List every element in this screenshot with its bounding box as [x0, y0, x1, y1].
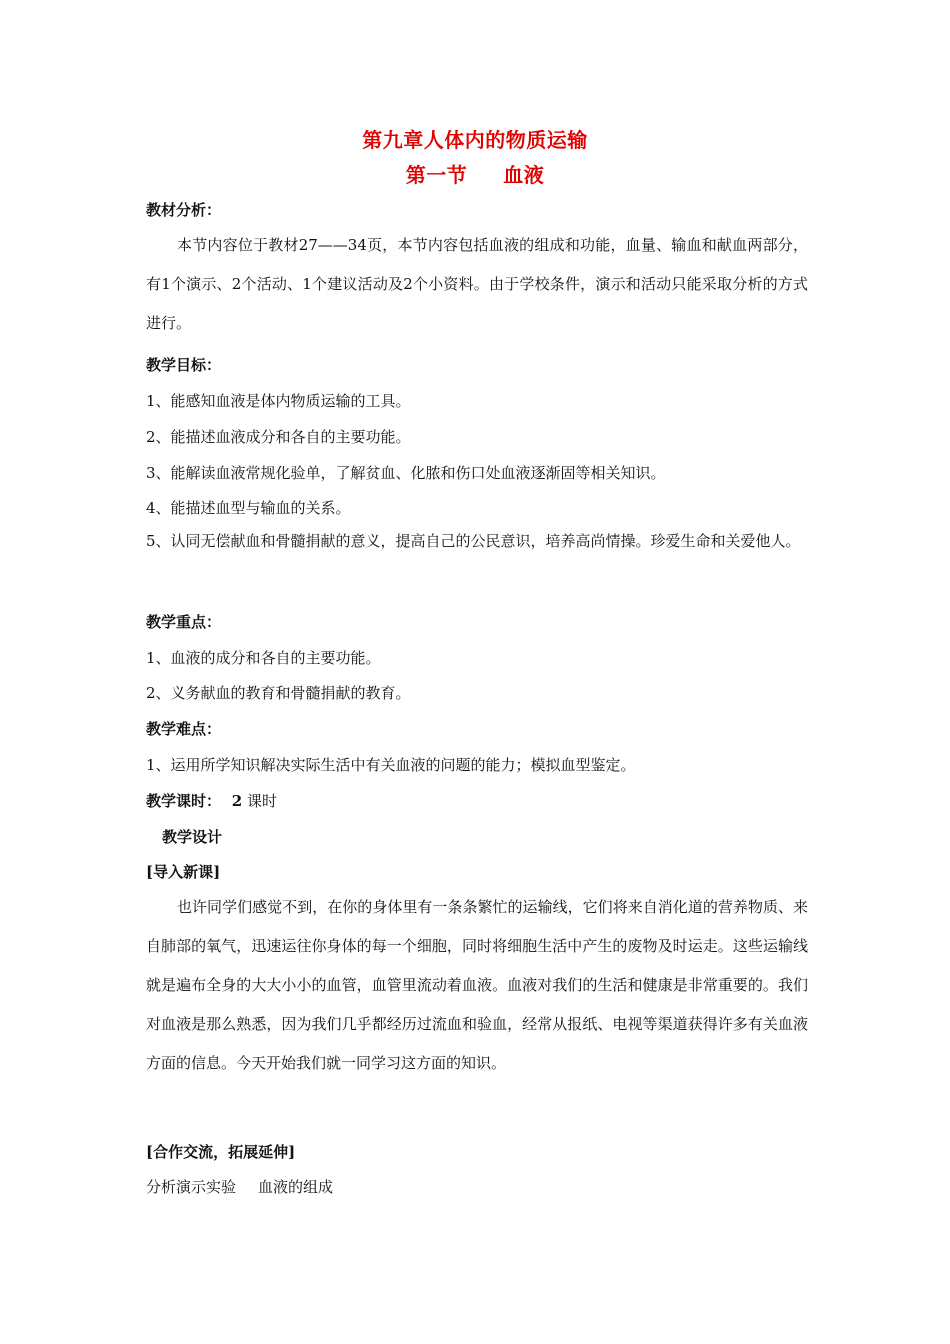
class-hours-value: 2 [231, 792, 243, 810]
intro-body: 也许同学们感觉不到，在你的身体里有一条条繁忙的运输线，它们将来自消化道的营养物质、来自肺部的氧气，迅速运往你身体的每一个细胞，同时将细胞生活中产生的废物及时运走。这些运输线就是遍布全身的大大小小的血管，血管里流动着血液。血液对我们的生活和健康是非常重要的。我们对血液是那么熟悉，因为我们几乎都经历过流血和验血，经常从报纸、电视等渠道获得许多有关血液方面的信息。今天开始我们就一同学习这方面的知识。 [146, 898, 808, 1072]
chapter-title: 第九章人体内的物质运输 [362, 128, 588, 152]
key-point-item: 2、义务献血的教育和骨髓捐献的教育。 [146, 684, 411, 702]
key-points-heading: 教学重点： [146, 613, 222, 631]
goal-item: 2、能描述血液成分和各自的主要功能。 [146, 428, 411, 446]
difficulty-item: 1、运用所学知识解决实际生活中有关血液的问题的能力；模拟血型鉴定。 [146, 756, 636, 774]
key-point-item: 1、血液的成分和各自的主要功能。 [146, 649, 381, 667]
cooperation-line [146, 1176, 333, 1197]
difficulties-heading: 教学难点： [146, 720, 222, 738]
section-number: 第一节 [405, 163, 468, 187]
class-hours [146, 790, 277, 811]
textbook-analysis-heading: 教材分析： [146, 201, 222, 219]
teaching-goals-heading: 教学目标： [146, 356, 222, 374]
teaching-design-heading: 教学设计 [162, 828, 223, 846]
demo-experiment-label: 分析演示实验 [146, 1178, 237, 1196]
goal-item: 5、认同无偿献血和骨髓捐献的意义，提高自己的公民意识，培养高尚情操。珍爱生命和关爱他人。 [146, 532, 801, 550]
section-title [0, 159, 950, 188]
intro-heading: [导入新课] [146, 863, 221, 881]
class-hours-unit: 课时 [247, 792, 278, 810]
textbook-analysis-body: 本节内容位于教材27——34页，本节内容包括血液的组成和功能，血量、输血和献血两部分，有1个演示、2个活动、1个建议活动及2个小资料。由于学校条件，演示和活动只能采取分析的方式进行。 [146, 236, 808, 332]
blood-composition-label: 血液的组成 [258, 1178, 334, 1196]
class-hours-label: 教学课时： [146, 792, 222, 810]
goal-item: 4、能描述血型与输血的关系。 [146, 499, 351, 517]
goal-item: 3、能解读血液常规化验单，了解贫血、化脓和伤口处血液逐渐固等相关知识。 [146, 464, 666, 482]
section-name: 血液 [503, 163, 545, 187]
cooperation-heading: [合作交流，拓展延伸] [146, 1143, 296, 1161]
goal-item: 1、能感知血液是体内物质运输的工具。 [146, 392, 411, 410]
